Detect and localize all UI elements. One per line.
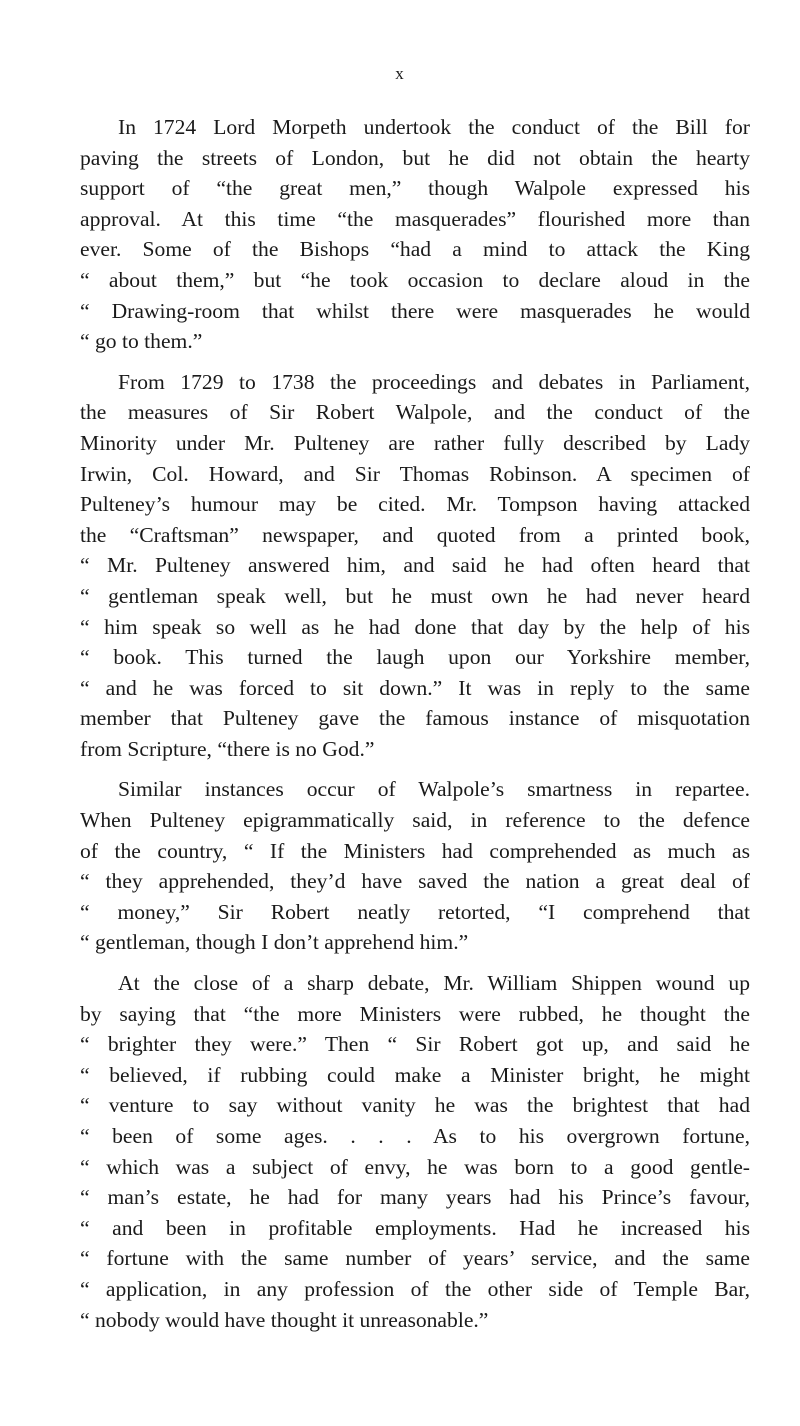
text-line: ever. Some of the Bishops “had a mind to attack the King — [80, 237, 750, 262]
page-number: x — [395, 64, 405, 83]
text-line: “ gentleman, though I don’t apprehend him.” — [80, 930, 469, 955]
text-line: When Pulteney epigrammatically said, in reference to the defence — [80, 808, 750, 833]
text-line: In 1724 Lord Morpeth undertook the conduct of the Bill for — [118, 115, 750, 139]
paragraph — [80, 112, 750, 357]
text-line: the measures of Sir Robert Walpole, and the conduct of the — [80, 400, 750, 425]
text-line: approval. At this time “the masquerades” flourished more than — [80, 206, 750, 231]
text-line: “ been of some ages. . . . As to his overgrown fortune, — [80, 1124, 750, 1148]
text-line: “ Drawing-room that whilst there were masquerades he would — [80, 298, 750, 323]
paragraph — [80, 774, 750, 958]
text-line: “ which was a subject of envy, he was born to a good gentle- — [80, 1154, 750, 1179]
text-line: Pulteney’s humour may be cited. Mr. Tompson having attacked — [80, 492, 750, 517]
text-line: Minority under Mr. Pulteney are rather fully described by Lady — [80, 430, 750, 455]
text-line: “ nobody would have thought it unreasonable.” — [80, 1307, 489, 1332]
text-line: “ Mr. Pulteney answered him, and said he had often heard that — [80, 553, 750, 578]
text-line: “ venture to say without vanity he was the brightest that had — [80, 1093, 750, 1118]
text-line: “ application, in any profession of the other side of Temple Bar, — [80, 1276, 750, 1301]
paragraph — [80, 367, 750, 765]
paragraph — [80, 968, 750, 1335]
text-line: from Scripture, “there is no God.” — [80, 736, 375, 761]
text-line: the “Craftsman” newspaper, and quoted from a printed book, — [80, 522, 750, 547]
text-line: “ they apprehended, they’d have saved the nation a great deal of — [80, 869, 750, 894]
text-line: Similar instances occur of Walpole’s smartness in repartee. — [118, 777, 750, 802]
text-line: “ go to them.” — [80, 329, 203, 354]
text-line: From 1729 to 1738 the proceedings and debates in Parliament, — [118, 369, 750, 394]
text-line: “ him speak so well as he had done that day by the help of his — [80, 614, 750, 639]
text-line: “ fortune with the same number of years’ service, and the same — [80, 1246, 750, 1271]
body-text — [80, 112, 750, 1345]
text-line: At the close of a sharp debate, Mr. William Shippen wound up — [118, 971, 750, 996]
text-line: “ gentleman speak well, but he must own he had never heard — [80, 583, 750, 608]
text-line: “ man’s estate, he had for many years had his Prince’s favour, — [80, 1185, 750, 1210]
text-line: Irwin, Col. Howard, and Sir Thomas Robinson. A specimen of — [80, 461, 750, 486]
text-line: “ about them,” but “he took occasion to declare aloud in the — [80, 267, 750, 292]
text-line: member that Pulteney gave the famous instance of misquotation — [80, 706, 750, 731]
text-line: “ believed, if rubbing could make a Minister bright, he might — [80, 1062, 750, 1087]
text-line: paving the streets of London, but he did not obtain the hearty — [80, 145, 750, 170]
text-line: by saying that “the more Ministers were rubbed, he thought the — [80, 1001, 750, 1026]
text-line: “ brighter they were.” Then “ Sir Robert got up, and said he — [80, 1032, 750, 1057]
text-line: support of “the great men,” though Walpole expressed his — [80, 176, 750, 201]
text-line: “ and been in profitable employments. Had he increased his — [80, 1215, 750, 1240]
text-line: “ book. This turned the laugh upon our Yorkshire member, — [80, 645, 750, 670]
text-line: “ and he was forced to sit down.” It was in reply to the same — [80, 675, 750, 700]
text-line: “ money,” Sir Robert neatly retorted, “I comprehend that — [80, 899, 750, 924]
text-line: of the country, “ If the Ministers had comprehended as much as — [80, 838, 750, 863]
